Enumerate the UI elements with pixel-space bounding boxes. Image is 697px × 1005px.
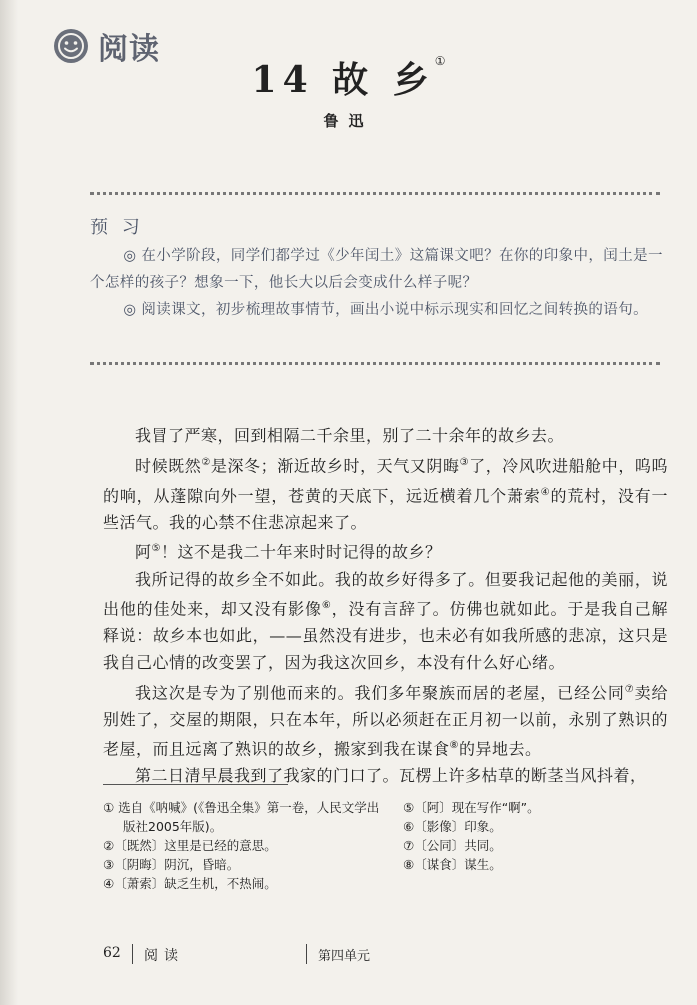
lesson-title-text: 14 故 乡 <box>251 59 435 101</box>
paragraph-4: 我所记得的故乡全不如此。我的故乡好得多了。但要我记起他的美丽，说出他的佳处来，却又没有影像⑥，没有言辞了。仿佛也就如此。于是我自己解释说：故乡本也如此，——虽然没有进步，也未必有如我所感的悲凉，这只是我自己心情的改变罢了，因为我这次回乡，本没有什么好心绪。 <box>103 569 668 672</box>
footnote-item: ⑧〔谋食〕谋生。 <box>403 857 502 872</box>
preview-item-2: ◎ 阅读课文，初步梳理故事情节，画出小说中标示现实和回忆之间转换的语句。 <box>123 302 649 318</box>
preview-box <box>90 213 665 324</box>
footer-separator <box>132 944 133 964</box>
footnote-ref[interactable]: ⑦ <box>624 683 635 695</box>
footnotes-left <box>103 798 388 893</box>
main-text <box>103 423 668 790</box>
paragraph-1: 我冒了严寒，回到相隔二千余里，别了二十余年的故乡去。 <box>135 426 565 445</box>
footnote-ref[interactable]: ② <box>201 456 211 468</box>
footnote-item: ②〔既然〕这里是已经的意思。 <box>103 838 277 853</box>
footnote-ref[interactable]: ⑧ <box>449 740 459 752</box>
footnote-item: ③〔阴晦〕阴沉，昏暗。 <box>103 857 240 872</box>
footnote-ref[interactable]: ⑤ <box>151 543 161 555</box>
footer-unit: 第四单元 <box>318 949 371 964</box>
page-edge-shadow <box>0 0 18 1005</box>
divider-top <box>90 192 660 195</box>
paragraph-6: 第二日清早晨我到了我家的门口了。瓦楞上许多枯草的断茎当风抖着， <box>135 766 647 786</box>
footnote-item: ① 选自《呐喊》(《鲁迅全集》第一卷，人民文学出版社2005年版)。 <box>103 800 380 834</box>
footer-separator <box>306 944 307 964</box>
footnote-item: ⑦〔公同〕共同。 <box>403 838 502 853</box>
preview-item-1: ◎ 在小学阶段，同学们都学过《少年闰土》这篇课文吧？在你的印象中，闰土是一个怎样的孩子？想象一下，他长大以后会变成什么样子呢？ <box>90 248 663 291</box>
footnote-rule <box>103 784 288 785</box>
page-number: 62 <box>103 945 121 961</box>
footnote-item: ⑤〔阿〕现在写作“啊”。 <box>403 800 540 815</box>
footnote-ref[interactable]: ③ <box>459 456 470 468</box>
author-name: 鲁迅 <box>323 112 374 130</box>
title-footnote-mark: ① <box>434 54 446 68</box>
footnote-item: ⑥〔影像〕印象。 <box>403 819 502 834</box>
section-label: 阅读 <box>98 32 160 67</box>
paragraph-2: 时候既然②是深冬；渐近故乡时，天气又阴晦③了，冷风吹进船舱中，呜呜的响，从蓬隙向外一望，苍黄的天底下，远近横着几个萧索④的荒村，没有一些活气。我的心禁不住悲凉起来了。 <box>103 456 668 532</box>
paragraph-3: 阿⑤！这不是我二十年来时时记得的故乡？ <box>135 542 442 562</box>
lesson-title <box>0 52 697 103</box>
divider-bottom <box>90 362 660 365</box>
footnote-item: ④〔萧索〕缺乏生机，不热闹。 <box>103 876 277 891</box>
footnote-ref[interactable]: ④ <box>540 486 551 498</box>
footnotes-right <box>403 798 663 874</box>
paragraph-5: 我这次是专为了别他而来的。我们多年聚族而居的老屋，已经公同⑦卖给别姓了，交屋的期限，只在本年，所以必须赶在正月初一以前，永别了熟识的老屋，而且远离了熟识的故乡，搬家到我在谋食⑧的异地去。 <box>103 682 668 759</box>
footer-section: 阅读 <box>144 948 184 964</box>
footnote-ref[interactable]: ⑥ <box>321 600 332 612</box>
preview-title: 预 习 <box>90 217 144 238</box>
